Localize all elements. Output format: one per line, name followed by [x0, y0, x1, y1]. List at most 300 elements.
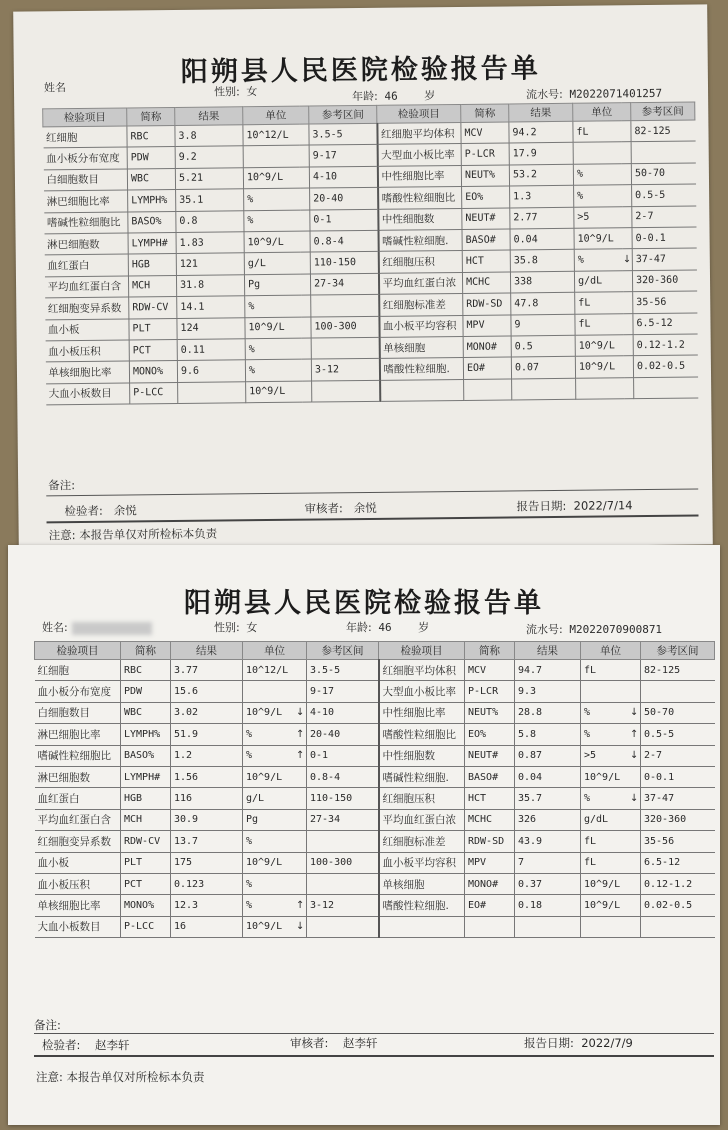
col-header-result: 结果	[515, 642, 581, 660]
abnormal-flag-cell	[300, 252, 310, 273]
item-name-cell: 淋巴细胞比率	[44, 190, 128, 212]
abnormal-flag-cell	[301, 359, 311, 380]
result-cell: 0.04	[515, 766, 581, 787]
reference-range-cell: 9-17	[309, 145, 377, 167]
item-code-cell: MPV	[463, 314, 511, 336]
col-header-item: 检验项目	[377, 104, 461, 123]
abnormal-flag-cell	[299, 124, 309, 145]
name-label: 姓名:	[42, 621, 68, 634]
abnormal-flag-cell	[301, 338, 311, 359]
item-code-cell: RDW-SD	[463, 293, 511, 315]
item-name-cell: 平均血红蛋白浓	[378, 272, 462, 294]
reviewer-value: 余悦	[353, 500, 377, 516]
unit-cell: Pg	[244, 274, 300, 296]
reference-range-cell	[307, 831, 379, 852]
item-code-cell: RDW-SD	[465, 831, 515, 852]
item-code-cell	[465, 916, 515, 937]
item-code-cell: BASO#	[465, 766, 515, 787]
item-code-cell: PLT	[121, 852, 171, 873]
reference-range-cell: 0-1	[310, 209, 378, 231]
item-code-cell: WBC	[127, 168, 175, 190]
result-cell: 31.8	[176, 274, 244, 296]
col-header-item: 检验项目	[43, 108, 127, 127]
reference-range-cell: 0.12-1.2	[633, 334, 697, 356]
col-header-ref: 参考区间	[631, 102, 695, 121]
age-value: 46	[378, 621, 392, 634]
abnormal-flag-cell: ↓	[629, 702, 641, 723]
serial-field	[526, 621, 662, 637]
item-code-cell: HGB	[121, 788, 171, 809]
item-code-cell: RDW-CV	[129, 297, 177, 319]
report-date-label: 报告日期:	[524, 1036, 574, 1050]
inspector-value: 赵李轩	[95, 1038, 130, 1052]
age-unit: 岁	[424, 89, 436, 103]
item-code-cell: PCT	[121, 873, 171, 894]
table-row	[35, 873, 715, 894]
unit-cell: %	[574, 249, 622, 271]
results-table	[42, 102, 698, 406]
item-code-cell: MONO%	[129, 361, 177, 383]
result-cell: 0.123	[171, 873, 243, 894]
reference-range-cell: 0-0.1	[641, 766, 715, 787]
age-field	[352, 87, 435, 104]
reviewer-value: 赵李轩	[343, 1036, 378, 1050]
item-name-cell: 血小板压积	[45, 340, 129, 362]
reference-range-cell: 82-125	[631, 120, 695, 142]
gender-field	[214, 619, 257, 635]
age-unit: 岁	[418, 621, 430, 634]
result-cell: 1.83	[176, 232, 244, 254]
reference-range-cell: 27-34	[310, 273, 378, 295]
serial-value: M2022071401257	[569, 86, 663, 101]
table-row	[35, 831, 715, 852]
item-code-cell: MCV	[461, 122, 509, 144]
abnormal-flag-cell	[621, 163, 631, 184]
report-title: 阳朔县人民医院检验报告单	[184, 588, 544, 619]
inspector-value: 余悦	[113, 503, 137, 518]
reference-range-cell: 0.12-1.2	[641, 873, 715, 894]
reference-range-cell: 0.8-4	[307, 766, 379, 787]
unit-cell: >5	[581, 745, 629, 766]
unit-cell: >5	[574, 206, 622, 228]
reference-range-cell	[641, 681, 715, 702]
gender-value: 女	[246, 85, 258, 99]
reference-range-cell: 50-70	[631, 163, 695, 185]
result-cell	[178, 381, 246, 403]
reference-range-cell: 4-10	[309, 166, 377, 188]
abnormal-flag-cell	[621, 142, 631, 163]
gender-field	[214, 83, 258, 99]
item-name-cell: 淋巴细胞数	[35, 766, 121, 787]
table-row	[35, 681, 715, 702]
item-code-cell: P-LCC	[121, 916, 171, 937]
item-code-cell: HGB	[128, 254, 176, 276]
abnormal-flag-cell	[623, 335, 633, 356]
reference-range-cell: 0.5-5	[632, 184, 696, 206]
table-row	[35, 852, 715, 873]
reviewer-field	[290, 1035, 378, 1051]
unit-cell: 10^9/L	[243, 916, 295, 937]
abnormal-flag-cell	[629, 852, 641, 873]
item-code-cell: PLT	[129, 318, 177, 340]
unit-cell: Pg	[243, 809, 295, 830]
result-cell: 5.8	[515, 724, 581, 745]
reference-range-cell	[307, 873, 379, 894]
item-code-cell: PDW	[127, 147, 175, 169]
reference-range-cell: 6.5-12	[641, 852, 715, 873]
result-cell: 338	[510, 271, 574, 293]
unit-cell: 10^9/L	[581, 766, 629, 787]
abnormal-flag-cell	[299, 167, 309, 188]
unit-cell: %	[244, 210, 300, 232]
unit-cell: %	[581, 788, 629, 809]
unit-cell: %	[245, 359, 301, 381]
table-row	[35, 809, 715, 830]
item-code-cell: RBC	[127, 125, 175, 147]
col-header-code: 简称	[461, 104, 509, 123]
unit-cell	[576, 377, 624, 399]
item-code-cell	[464, 379, 512, 401]
result-cell: 0.18	[515, 895, 581, 916]
gender-label: 性别:	[214, 621, 240, 634]
abnormal-flag-cell	[629, 766, 641, 787]
item-name-cell: 单核细胞	[379, 336, 463, 358]
result-cell: 0.11	[177, 339, 245, 361]
item-name-cell: 嗜碱性粒细胞.	[379, 766, 465, 787]
item-name-cell: 淋巴细胞比率	[35, 724, 121, 745]
reference-range-cell: 0-0.1	[632, 227, 696, 249]
item-name-cell: 单核细胞比率	[45, 361, 129, 383]
item-code-cell: MCHC	[462, 272, 510, 294]
report-date-field	[516, 497, 632, 514]
disclaimer-note: 注意: 本报告单仅对所检标本负责	[48, 526, 218, 543]
unit-cell: %	[574, 185, 622, 207]
reference-range-cell	[312, 380, 380, 402]
result-cell: 1.3	[510, 185, 574, 207]
result-cell: 0.8	[176, 210, 244, 232]
abnormal-flag-cell	[629, 681, 641, 702]
item-name-cell: 平均血红蛋白浓	[379, 809, 465, 830]
gender-value: 女	[246, 621, 258, 634]
abnormal-flag-cell	[621, 121, 631, 142]
reference-range-cell: 9-17	[307, 681, 379, 702]
item-code-cell: MONO#	[463, 336, 511, 358]
divider	[34, 1055, 714, 1057]
item-code-cell: P-LCC	[130, 382, 178, 404]
report-title: 阳朔县人民医院检验报告单	[180, 53, 541, 88]
lab-report-sheet-2	[8, 545, 720, 1125]
reference-range-cell: 37-47	[632, 248, 696, 270]
unit-cell: fL	[573, 121, 621, 143]
item-name-cell: 红细胞平均体积	[379, 660, 465, 681]
item-code-cell: P-LCR	[465, 681, 515, 702]
col-header-unit: 单位	[243, 642, 307, 660]
abnormal-flag-cell	[622, 206, 632, 227]
abnormal-flag-cell	[295, 660, 307, 681]
item-name-cell: 单核细胞	[379, 873, 465, 894]
item-name-cell: 嗜酸性粒细胞.	[379, 895, 465, 916]
reference-range-cell: 6.5-12	[633, 313, 697, 335]
result-cell: 35.1	[176, 189, 244, 211]
item-code-cell: RBC	[121, 660, 171, 681]
result-cell: 3.8	[175, 125, 243, 147]
item-name-cell: 中性细胞数	[379, 745, 465, 766]
abnormal-flag-cell: ↑	[295, 745, 307, 766]
abnormal-flag-cell	[301, 295, 311, 316]
reference-range-cell	[641, 916, 715, 937]
abnormal-flag-cell	[629, 873, 641, 894]
unit-cell: 10^9/L	[575, 356, 623, 378]
unit-cell	[581, 916, 629, 937]
result-cell	[512, 378, 576, 400]
table-row	[35, 745, 715, 766]
unit-cell: %	[244, 188, 300, 210]
item-code-cell: LYMPH%	[121, 724, 171, 745]
abnormal-flag-cell	[300, 231, 310, 252]
col-header-unit: 单位	[243, 106, 309, 125]
result-cell: 326	[515, 809, 581, 830]
item-code-cell: NEUT#	[462, 208, 510, 230]
abnormal-flag-cell	[295, 681, 307, 702]
abnormal-flag-cell	[622, 185, 632, 206]
abnormal-flag-cell: ↓	[629, 745, 641, 766]
table-row	[35, 916, 715, 937]
unit-cell: %	[243, 745, 295, 766]
item-name-cell: 大血小板数目	[46, 383, 130, 405]
item-code-cell: LYMPH%	[128, 190, 176, 212]
item-code-cell: PDW	[121, 681, 171, 702]
unit-cell: fL	[581, 852, 629, 873]
col-header-ref: 参考区间	[641, 642, 715, 660]
unit-cell: 10^9/L	[581, 873, 629, 894]
item-name-cell	[379, 916, 465, 937]
item-code-cell: MONO%	[121, 895, 171, 916]
serial-value: M2022070900871	[569, 623, 663, 636]
item-name-cell: 嗜酸性粒细胞.	[379, 358, 463, 380]
age-value: 46	[384, 89, 398, 103]
reference-range-cell: 35-56	[641, 831, 715, 852]
abnormal-flag-cell	[622, 228, 632, 249]
col-header-unit: 单位	[573, 103, 631, 122]
results-table	[34, 641, 715, 938]
abnormal-flag-cell: ↑	[295, 895, 307, 916]
result-cell: 3.77	[171, 660, 243, 681]
item-name-cell: 血小板压积	[35, 873, 121, 894]
abnormal-flag-cell	[629, 809, 641, 830]
result-cell: 0.87	[515, 745, 581, 766]
table-row	[35, 895, 715, 916]
unit-cell: %	[573, 164, 621, 186]
item-name-cell: 白细胞数目	[35, 702, 121, 723]
abnormal-flag-cell	[300, 274, 310, 295]
gender-label: 性别:	[213, 85, 240, 99]
reference-range-cell: 0.02-0.5	[641, 895, 715, 916]
unit-cell: g/dL	[581, 809, 629, 830]
unit-cell: 10^9/L	[244, 231, 300, 253]
item-name-cell: 中性细胞比率	[377, 165, 461, 187]
item-code-cell: PCT	[129, 339, 177, 361]
age-label: 年龄:	[346, 621, 372, 634]
result-cell: 35.8	[510, 250, 574, 272]
item-name-cell: 淋巴细胞数	[44, 233, 128, 255]
unit-cell: %	[245, 338, 301, 360]
col-header-ref: 参考区间	[307, 642, 379, 660]
result-cell: 175	[171, 852, 243, 873]
result-cell: 35.7	[515, 788, 581, 809]
unit-cell: 10^9/L	[575, 335, 623, 357]
unit-cell: g/L	[244, 252, 300, 274]
result-cell: 13.7	[171, 831, 243, 852]
abnormal-flag-cell	[624, 377, 634, 398]
patient-name-field	[44, 79, 66, 95]
result-cell: 9.2	[175, 146, 243, 168]
result-cell: 9	[511, 314, 575, 336]
item-name-cell: 血小板分布宽度	[43, 147, 127, 169]
abnormal-flag-cell	[623, 292, 633, 313]
item-name-cell: 血小板平均容积	[379, 315, 463, 337]
item-code-cell: MPV	[465, 852, 515, 873]
item-name-cell: 红细胞压积	[379, 788, 465, 809]
result-cell: 9.6	[177, 360, 245, 382]
serial-label: 流水号:	[526, 623, 563, 636]
abnormal-flag-cell: ↓	[295, 916, 307, 937]
item-code-cell: EO%	[462, 186, 510, 208]
item-code-cell: EO#	[465, 895, 515, 916]
col-header-result: 结果	[171, 642, 243, 660]
disclaimer-note: 注意: 本报告单仅对所检标本负责	[36, 1070, 205, 1084]
reference-range-cell: 3-12	[307, 895, 379, 916]
col-header-result: 结果	[175, 107, 243, 126]
table-row	[35, 766, 715, 787]
item-code-cell: MONO#	[465, 873, 515, 894]
item-code-cell: HCT	[462, 250, 510, 272]
inspector-field	[64, 502, 137, 519]
item-name-cell: 红细胞压积	[378, 251, 462, 273]
abnormal-flag-cell	[295, 852, 307, 873]
reference-range-cell	[311, 337, 379, 359]
result-cell: 1.2	[171, 745, 243, 766]
age-label: 年龄:	[352, 89, 378, 104]
col-header-ref: 参考区间	[309, 105, 377, 124]
result-cell: 121	[176, 253, 244, 275]
result-cell: 1.56	[171, 766, 243, 787]
unit-cell: fL	[581, 831, 629, 852]
result-cell: 30.9	[171, 809, 243, 830]
result-cell: 5.21	[175, 168, 243, 190]
item-name-cell: 平均血红蛋白含	[35, 809, 121, 830]
abnormal-flag-cell	[295, 809, 307, 830]
result-cell: 7	[515, 852, 581, 873]
reference-range-cell: 50-70	[641, 702, 715, 723]
abnormal-flag-cell: ↓	[295, 702, 307, 723]
unit-cell	[573, 142, 621, 164]
abnormal-flag-cell	[295, 766, 307, 787]
item-code-cell: MCV	[465, 660, 515, 681]
item-name-cell: 中性细胞比率	[379, 702, 465, 723]
table-header-row	[35, 642, 715, 660]
result-cell: 28.8	[515, 702, 581, 723]
inspector-label: 检验者:	[42, 1038, 81, 1052]
age-field	[346, 619, 429, 635]
report-date-value: 2022/7/14	[573, 498, 633, 513]
unit-cell: %	[243, 895, 295, 916]
item-code-cell: NEUT%	[461, 165, 509, 187]
reviewer-field	[304, 500, 377, 517]
abnormal-flag-cell	[301, 317, 311, 338]
patient-name-field	[42, 619, 152, 635]
item-name-cell: 红细胞标准差	[379, 831, 465, 852]
unit-cell: %	[243, 831, 295, 852]
item-name-cell: 红细胞	[35, 660, 121, 681]
reference-range-cell	[634, 377, 698, 399]
item-code-cell: MCH	[128, 275, 176, 297]
reference-range-cell: 0.02-0.5	[633, 355, 697, 377]
item-name-cell: 血小板平均容积	[379, 852, 465, 873]
col-header-code: 简称	[465, 642, 515, 660]
report-date-label: 报告日期:	[516, 498, 567, 514]
reference-range-cell: 2-7	[641, 745, 715, 766]
item-code-cell: P-LCR	[461, 143, 509, 165]
item-code-cell: WBC	[121, 702, 171, 723]
result-cell: 14.1	[177, 296, 245, 318]
result-cell: 0.04	[510, 228, 574, 250]
divider	[34, 1033, 714, 1034]
abnormal-flag-cell	[623, 356, 633, 377]
item-name-cell: 红细胞	[43, 126, 127, 148]
divider	[46, 489, 698, 497]
item-name-cell: 红细胞变异系数	[35, 831, 121, 852]
result-cell: 116	[171, 788, 243, 809]
item-code-cell: LYMPH#	[121, 766, 171, 787]
reference-range-cell: 3-12	[311, 359, 379, 381]
item-code-cell: NEUT#	[465, 745, 515, 766]
unit-cell: fL	[575, 313, 623, 335]
report-date-field	[524, 1035, 633, 1051]
reference-range-cell: 35-56	[633, 291, 697, 313]
reference-range-cell: 82-125	[641, 660, 715, 681]
reference-range-cell: 3.5-5	[309, 123, 377, 145]
abnormal-flag-cell: ↑	[295, 724, 307, 745]
result-cell: 94.7	[515, 660, 581, 681]
item-name-cell: 大型血小板比率	[379, 681, 465, 702]
table-row	[35, 660, 715, 681]
result-cell: 17.9	[509, 143, 573, 165]
unit-cell: g/L	[243, 788, 295, 809]
reference-range-cell: 110-150	[310, 252, 378, 274]
item-name-cell: 血小板	[45, 318, 129, 340]
item-name-cell: 嗜酸性粒细胞比	[378, 187, 462, 209]
abnormal-flag-cell	[295, 873, 307, 894]
report-date-value: 2022/7/9	[581, 1036, 633, 1050]
col-header-code: 简称	[127, 107, 175, 126]
col-header-code: 简称	[121, 642, 171, 660]
reviewer-label: 审核者:	[304, 501, 343, 516]
result-cell: 94.2	[509, 121, 573, 143]
item-name-cell: 红细胞平均体积	[377, 122, 461, 144]
item-name-cell: 红细胞变异系数	[45, 297, 129, 319]
reference-range-cell: 0-1	[307, 745, 379, 766]
reference-range-cell	[307, 916, 379, 937]
inspector-label: 检验者:	[64, 503, 103, 519]
item-name-cell: 平均血红蛋白含	[44, 276, 128, 298]
table-row	[35, 702, 715, 723]
table-row	[35, 788, 715, 809]
item-name-cell	[380, 379, 464, 401]
abnormal-flag-cell	[295, 831, 307, 852]
unit-cell	[581, 681, 629, 702]
item-code-cell: EO%	[465, 724, 515, 745]
unit-cell	[243, 146, 299, 168]
